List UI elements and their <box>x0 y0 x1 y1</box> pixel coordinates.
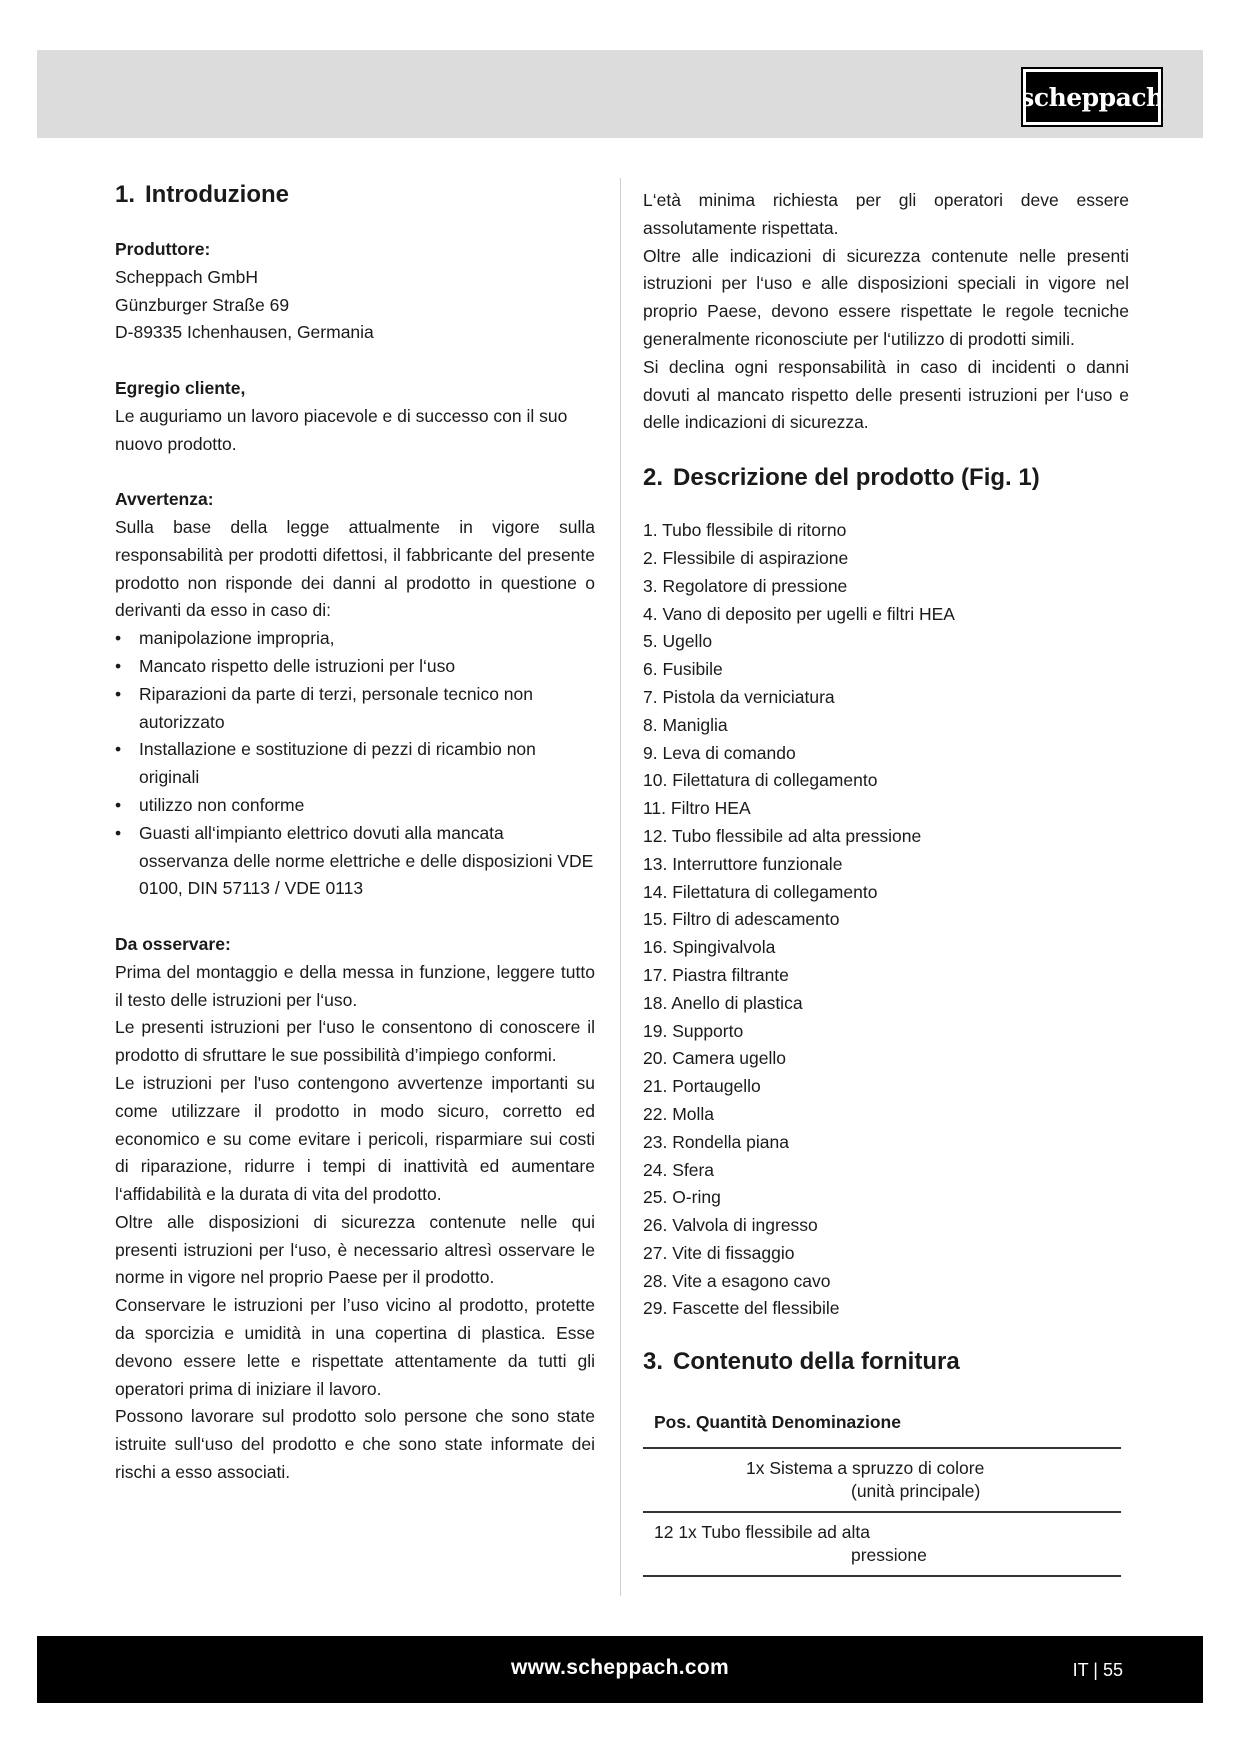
list-item: 13. Interruttore funzionale <box>643 853 843 874</box>
warning-label: Avvertenza: <box>115 489 214 510</box>
list-item: 15. Filtro di adescamento <box>643 909 840 930</box>
list-item: 24. Sfera <box>643 1159 715 1180</box>
footer-url: www.scheppach.com <box>511 1656 729 1679</box>
list-item: 4. Vano di deposito per ugelli e filtri HEA <box>643 603 955 624</box>
section-title: Introduzione <box>145 181 289 208</box>
list-item: 17. Piastra filtrante <box>643 964 789 985</box>
list-item: 18. Anello di plastica <box>643 992 803 1013</box>
list-item: 19. Supporto <box>643 1020 744 1041</box>
list-item: 27. Vite di fissaggio <box>643 1242 795 1263</box>
list-item: 10. Filettatura di collegamento <box>643 770 878 791</box>
list-item: 26. Valvola di ingresso <box>643 1215 818 1236</box>
table-cell <box>643 1448 1121 1512</box>
list-item: 7. Pistola da verniciatura <box>643 686 835 707</box>
greeting-label: Egregio cliente, <box>115 377 246 398</box>
list-item: • utilizzo non conforme <box>115 792 595 820</box>
section-number: 2. <box>643 464 664 492</box>
table-header-row <box>643 1399 1121 1448</box>
list-item: 20. Camera ugello <box>643 1048 786 1069</box>
list-item: • Mancato rispetto delle istruzioni per l‘uso <box>115 653 595 681</box>
list-item: 16. Spingivalvola <box>643 937 776 958</box>
table-cell <box>643 1512 1121 1576</box>
supply-table <box>643 1399 1121 1577</box>
observe-label: Da osservare: <box>115 933 231 954</box>
section-heading-intro <box>115 180 595 210</box>
list-item: • Guasti all‘impianto elettrico dovuti alla mancata osservanza delle norme elettriche e delle disposizioni VDE 0100, DIN 57113 / VDE 0113 <box>115 820 595 903</box>
section-number: 3. <box>643 1348 664 1376</box>
observe-paragraph: Conservare le istruzioni per l’uso vicino al prodotto, protette da sporcizia e umidità in una copertina di plastica. Esse devono essere lette e rispettate attentamente da tutti gli operatori prima di iniziare il lavoro. <box>115 1295 595 1399</box>
section-heading-description <box>643 463 1129 493</box>
observe-paragraph: Prima del montaggio e della messa in funzione, leggere tutto il testo delle istruzioni per l‘uso. <box>115 961 595 1010</box>
list-item: 6. Fusibile <box>643 659 723 680</box>
list-item: 22. Molla <box>643 1103 715 1124</box>
header-band <box>37 50 1203 138</box>
list-item: 14. Filettatura di collegamento <box>643 881 878 902</box>
section-title: Contenuto della fornitura <box>673 1348 960 1376</box>
section-title: Descrizione del prodotto (Fig. 1) <box>673 464 1040 492</box>
producer-label: Produttore: <box>115 239 211 259</box>
page-number: IT | 55 <box>1072 1660 1123 1680</box>
greeting-text: Le auguriamo un lavoro piacevole e di successo con il suo nuovo prodotto. <box>115 405 568 454</box>
column-divider <box>620 178 621 1596</box>
right-column <box>643 187 1129 1577</box>
list-item: 2. Flessibile di aspirazione <box>643 547 849 568</box>
section-heading-supply <box>643 1347 1129 1377</box>
supply-item-line1: 12 1x Tubo flessibile ad alta <box>654 1522 870 1543</box>
list-item: 25. O-ring <box>643 1187 721 1208</box>
producer-line: Scheppach GmbH <box>115 266 258 287</box>
observe-paragraph: Oltre alle disposizioni di sicurezza contenute nelle qui presenti istruzioni per l‘uso, è necessario altresì osservare le norme in vigore nel proprio Paese per il prodotto. <box>115 1211 595 1288</box>
observe-paragraph: Le istruzioni per l'uso contengono avvertenze importanti su come utilizzare il prodotto in modo sicuro, corretto ed economico e su come evitare i pericoli, risparmiare sui costi di riparazione, ridurre i tempi di inattività ed aumentare l‘affidabilità e la durata di vita del prodotto. <box>115 1072 595 1205</box>
observe-paragraph: Possono lavorare sul prodotto solo persone che sono state istruite sull‘uso del prodotto e che sono state informate dei rischi a esso associati. <box>115 1406 595 1483</box>
supply-item-line2: pressione <box>851 1545 927 1566</box>
list-item: • manipolazione impropria, <box>115 625 595 653</box>
list-item: 12. Tubo flessibile ad alta pressione <box>643 825 922 846</box>
list-item: 3. Regolatore di pressione <box>643 575 848 596</box>
list-item: 28. Vite a esagono cavo <box>643 1270 831 1291</box>
list-item: 9. Leva di comando <box>643 742 796 763</box>
list-item: 29. Fascette del flessibile <box>643 1298 840 1319</box>
list-item: • Installazione e sostituzione di pezzi di ricambio non originali <box>115 736 595 792</box>
intro-paragraph: L‘età minima richiesta per gli operatori deve essere assolutamente rispettata. <box>643 190 1129 238</box>
list-item: 23. Rondella piana <box>643 1131 789 1152</box>
warning-bullet-list <box>115 625 595 903</box>
list-item: 11. Filtro HEA <box>643 798 751 819</box>
list-item: 8. Maniglia <box>643 714 728 735</box>
supply-item-line2: (unità principale) <box>851 1481 981 1502</box>
list-item: 1. Tubo flessibile di ritorno <box>643 520 847 541</box>
section-number: 1. <box>115 181 136 208</box>
producer-line: Günzburger Straße 69 <box>115 294 290 315</box>
left-column <box>115 180 595 1487</box>
table-row <box>643 1512 1121 1576</box>
producer-line: D-89335 Ichenhausen, Germania <box>115 322 374 343</box>
intro-paragraph: Oltre alle indicazioni di sicurezza contenute nelle presenti istruzioni per l‘uso e alle disposizioni speciali in vigore nel proprio Paese, devono essere rispettate le regole tecniche generalmente riconosciute per l‘utilizzo di prodotti simili. <box>643 245 1129 349</box>
list-item: 5. Ugello <box>643 631 713 652</box>
list-item: • Riparazioni da parte di terzi, personale tecnico non autorizzato <box>115 681 595 737</box>
warning-text: Sulla base della legge attualmente in vigore sulla responsabilità per prodotti difettosi, il fabbricante del presente prodotto non risponde dei danni al prodotto in questione o derivanti da esso in caso di: <box>115 516 595 621</box>
parts-list <box>643 517 1129 1323</box>
supply-item-line1: 1x Sistema a spruzzo di colore <box>746 1458 985 1479</box>
list-item: 21. Portaugello <box>643 1076 761 1097</box>
table-row <box>643 1448 1121 1512</box>
scheppach-logo: scheppach <box>1023 69 1161 125</box>
footer-band <box>37 1636 1203 1703</box>
intro-paragraph: Si declina ogni responsabilità in caso di incidenti o danni dovuti al mancato rispetto delle presenti istruzioni per l‘uso e delle indicazioni di sicurezza. <box>643 356 1129 433</box>
observe-paragraph: Le presenti istruzioni per l‘uso le consentono di conoscere il prodotto di sfruttare le sue possibilità d’impiego conformi. <box>115 1017 595 1066</box>
table-header-cell: Pos. Quantità Denominazione <box>643 1399 1121 1448</box>
